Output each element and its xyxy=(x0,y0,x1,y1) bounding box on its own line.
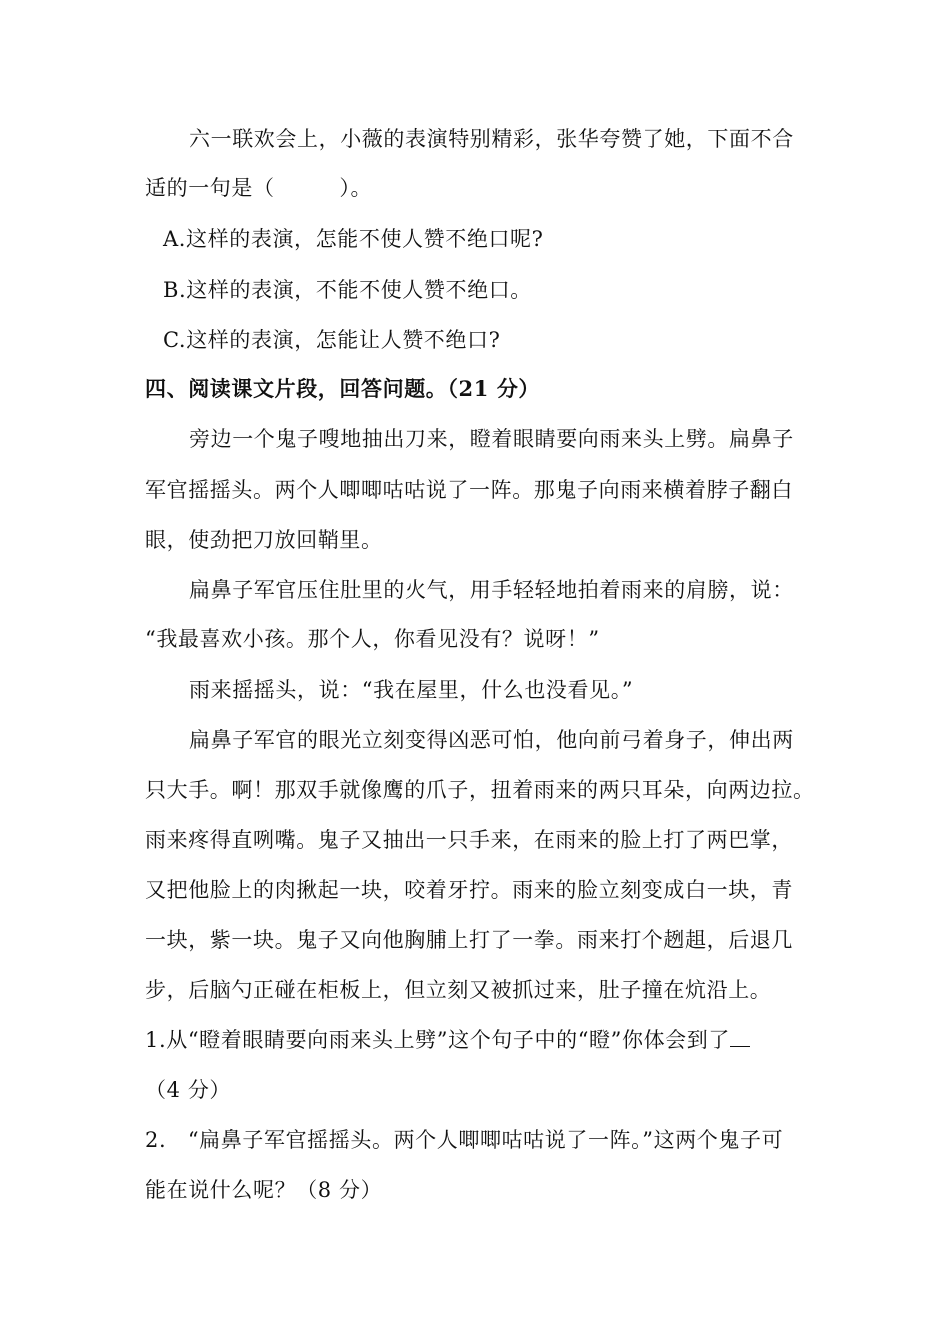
passage-line: 扁鼻子军官压住肚里的火气，用手轻轻地拍着雨来的肩膀，说： xyxy=(189,578,794,602)
question-2-line-2: 能在说什么呢？（8 分） xyxy=(145,1178,383,1202)
passage-line: 雨来疼得直咧嘴。鬼子又抽出一只手来，在雨来的脸上打了两巴掌， xyxy=(145,828,793,852)
option-a: A.这样的表演，怎能不使人赞不绝口呢? xyxy=(163,227,544,251)
option-b: B.这样的表演，不能不使人赞不绝口。 xyxy=(163,278,532,302)
question-1-text: 1.从“瞪着眼睛要向雨来头上劈”这个句子中的“瞪”你体会到了 xyxy=(145,1028,730,1052)
question-1-line-2: （4 分） xyxy=(145,1078,232,1102)
passage-line: 只大手。啊！那双手就像鹰的爪子，扭着雨来的两只耳朵，向两边拉。 xyxy=(145,778,815,802)
question-3-stem-line-1: 六一联欢会上，小薇的表演特别精彩，张华夸赞了她，下面不合 xyxy=(189,127,794,151)
answer-blank[interactable] xyxy=(730,1026,750,1047)
option-c: C.这样的表演，怎能让人赞不绝口? xyxy=(163,328,501,352)
passage-line: 一块，紫一块。鬼子又向他胸脯上打了一拳。雨来打个趔趄，后退几 xyxy=(145,928,793,952)
passage-line: 扁鼻子军官的眼光立刻变得凶恶可怕，他向前弓着身子，伸出两 xyxy=(189,728,794,752)
passage-line: 雨来摇摇头，说：“我在屋里，什么也没看见。” xyxy=(189,678,634,702)
passage-line: “我最喜欢小孩。那个人，你看见没有？说呀！” xyxy=(145,627,600,651)
question-3-stem-line-2: 适的一句是（ ）。 xyxy=(145,176,373,200)
passage-line: 步，后脑勺正碰在柜板上，但立刻又被抓过来，肚子撞在炕沿上。 xyxy=(145,978,772,1002)
section-4-heading: 四、阅读课文片段，回答问题。（21 分） xyxy=(145,376,541,401)
passage-line: 又把他脸上的肉揪起一块，咬着牙拧。雨来的脸立刻变成白一块，青 xyxy=(145,878,793,902)
passage-line: 旁边一个鬼子嗖地抽出刀来，瞪着眼睛要向雨来头上劈。扁鼻子 xyxy=(189,427,794,451)
passage-line: 军官摇摇头。两个人唧唧咕咕说了一阵。那鬼子向雨来横着脖子翻白 xyxy=(145,478,793,502)
passage-line: 眼，使劲把刀放回鞘里。 xyxy=(145,528,383,552)
question-1-line-1 xyxy=(145,1025,825,1055)
question-2-line-1: 2. “扁鼻子军官摇摇头。两个人唧唧咕咕说了一阵。”这两个鬼子可 xyxy=(145,1128,784,1152)
